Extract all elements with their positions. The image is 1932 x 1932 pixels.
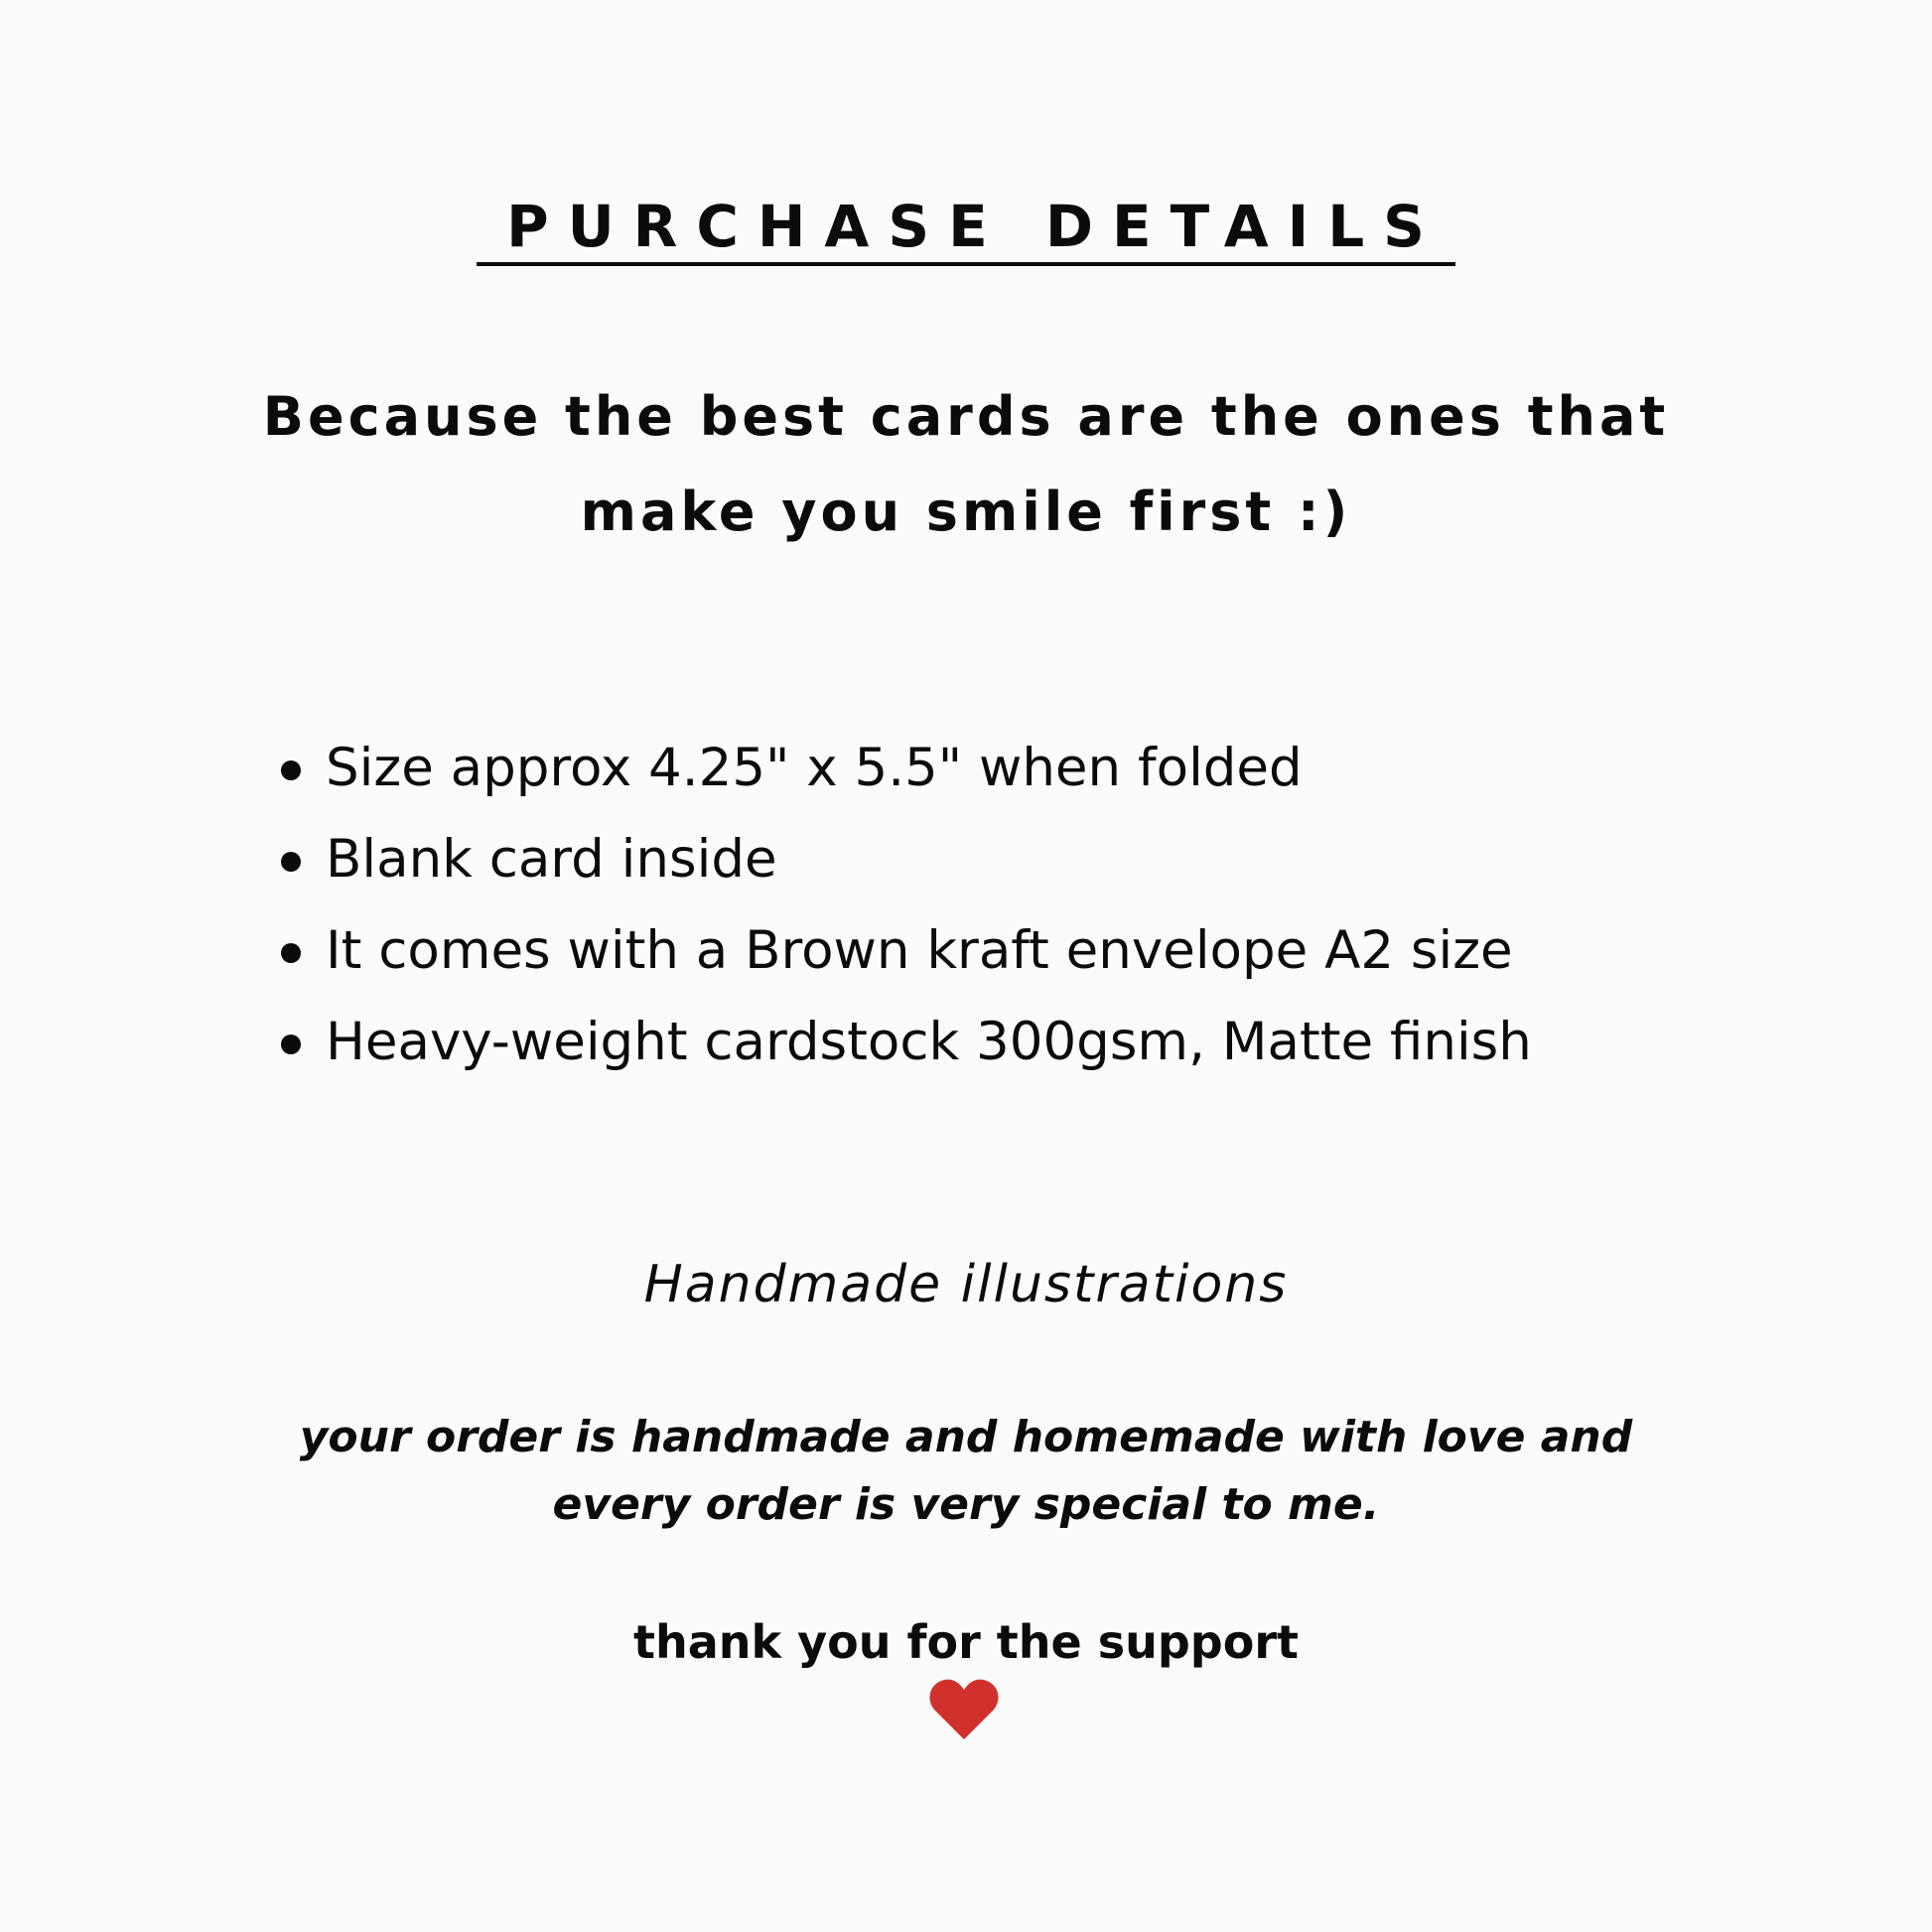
thank-you-text: thank you for the support: [632, 1615, 1299, 1669]
handmade-label: Handmade illustrations: [643, 1255, 1289, 1314]
list-item-text: Heavy-weight cardstock 300gsm, Matte finish: [326, 1012, 1532, 1072]
order-note-line-2: every order is very special to me.: [552, 1479, 1380, 1530]
tagline: [0, 369, 1932, 560]
list-item: [278, 997, 1532, 1088]
bullet-icon: [281, 852, 301, 872]
list-item-text: It comes with a Brown kraft envelope A2 size: [326, 920, 1513, 981]
details-list: [278, 723, 1532, 1088]
page-title-text: PURCHASE DETAILS: [477, 195, 1455, 266]
bullet-icon: [281, 760, 301, 780]
list-item: [278, 814, 1532, 905]
bullet-icon: [281, 943, 301, 963]
page-title: [0, 195, 1932, 266]
heart-icon: [929, 1678, 999, 1741]
order-note: [0, 1404, 1932, 1539]
list-item-text: Blank card inside: [326, 829, 777, 890]
order-note-line-1: your order is handmade and homemade with love and: [299, 1412, 1633, 1462]
tagline-line-1: Because the best cards are the ones that: [262, 385, 1670, 448]
tagline-line-2: make you smile first :): [580, 481, 1352, 543]
list-item: [278, 723, 1532, 814]
bullet-icon: [281, 1035, 301, 1054]
list-item: [278, 905, 1532, 997]
list-item-text: Size approx 4.25" x 5.5" when folded: [326, 738, 1303, 798]
